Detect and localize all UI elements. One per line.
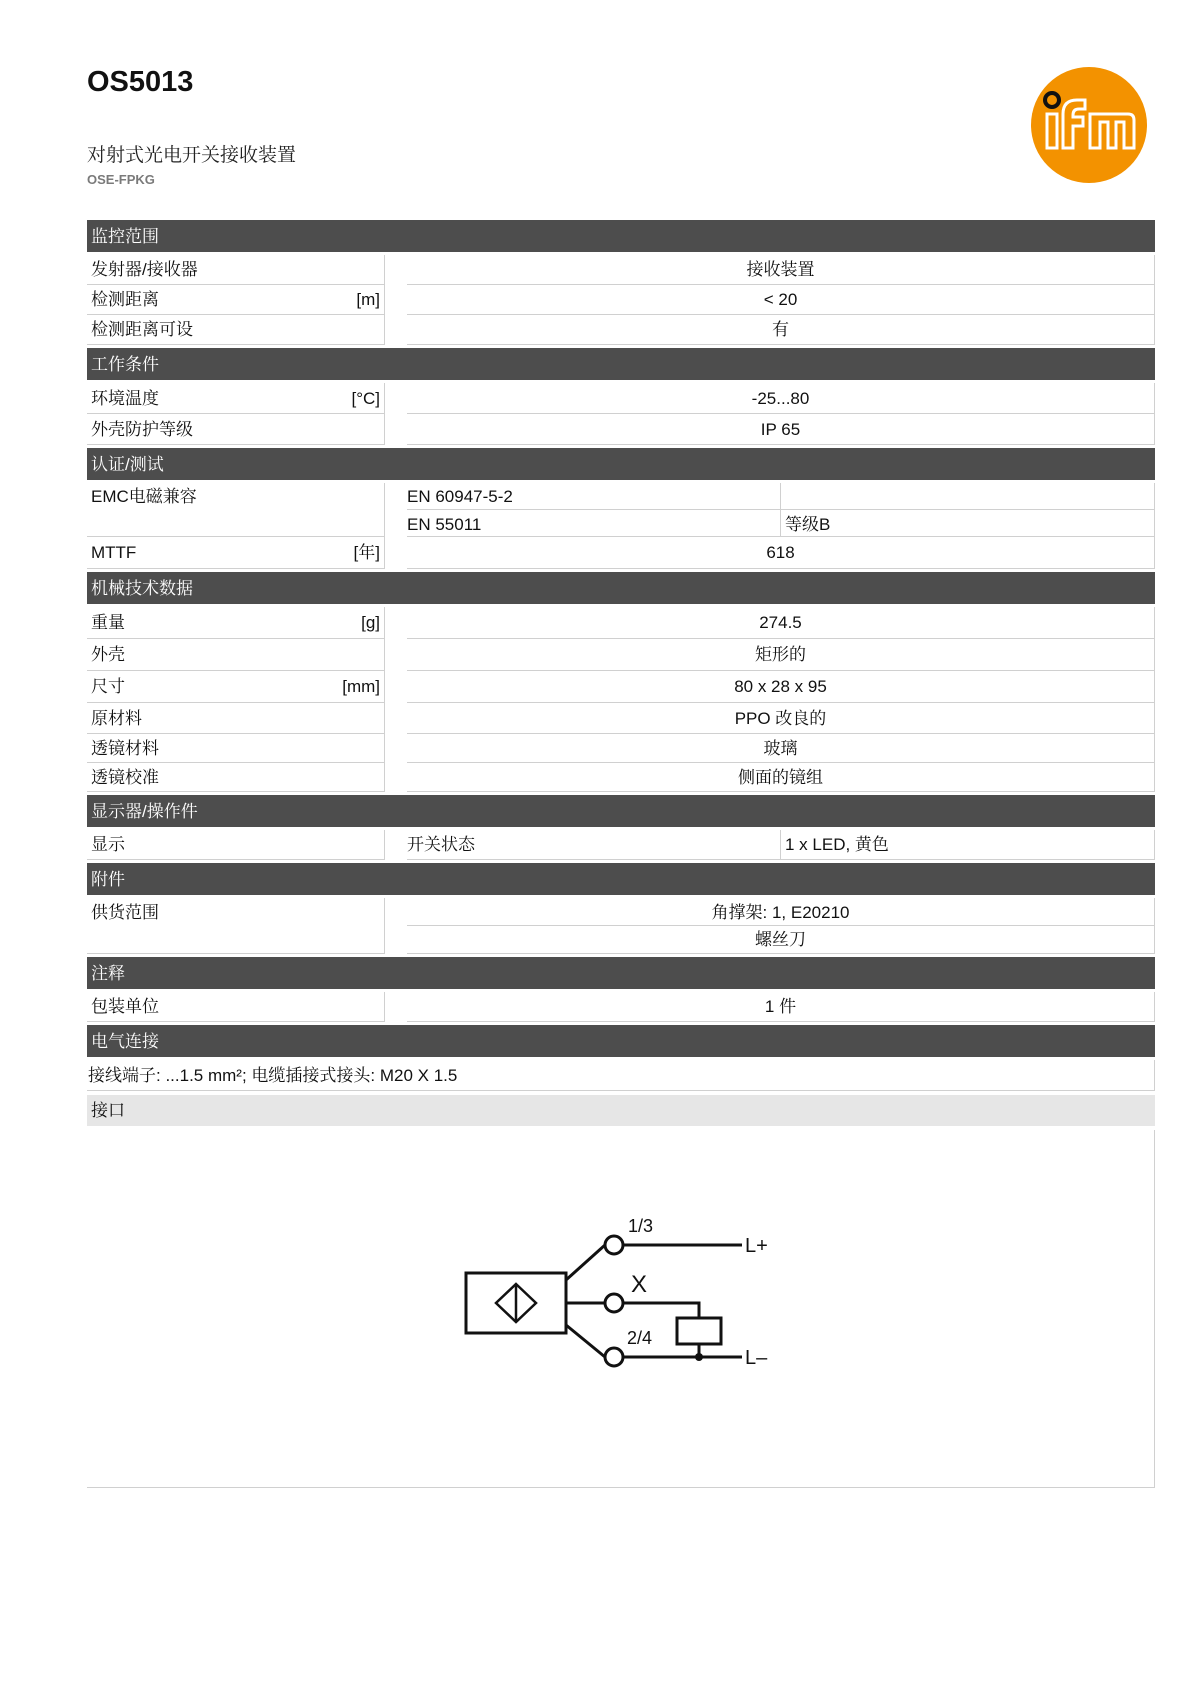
table-row-emc xyxy=(87,483,1155,537)
table-row xyxy=(87,898,1155,954)
row-value: < 20 xyxy=(407,285,1155,315)
row-unit: [°C] xyxy=(351,389,380,408)
row-label xyxy=(87,255,385,285)
row-label-text: 显示 xyxy=(91,835,125,854)
pin-label-mid: X xyxy=(631,1271,648,1298)
row-label xyxy=(87,898,385,954)
row-label-text: EMC电磁兼容 xyxy=(91,487,197,506)
row-label-text: 重量 xyxy=(91,613,125,632)
wire-bottom xyxy=(566,1325,605,1357)
row-value: 274.5 xyxy=(407,607,1155,639)
row-value: PPO 改良的 xyxy=(407,703,1155,734)
row-value: 螺丝刀 xyxy=(407,926,1155,954)
ifm-logo xyxy=(1030,66,1148,184)
row-label-text: 尺寸 xyxy=(91,677,125,696)
section-header-notes: 注释 xyxy=(87,957,1155,989)
table-row xyxy=(87,537,1155,569)
table-row xyxy=(87,607,1155,639)
row-label xyxy=(87,315,385,345)
wiring-diagram xyxy=(87,1130,1155,1488)
section-header-monitoring: 监控范围 xyxy=(87,220,1155,252)
row-value: 1 件 xyxy=(407,992,1155,1022)
row-label xyxy=(87,537,385,569)
row-value: 接收装置 xyxy=(407,255,1155,285)
table-row xyxy=(87,383,1155,414)
row-value: 80 x 28 x 95 xyxy=(407,671,1155,703)
row-label-text: 环境温度 xyxy=(91,389,159,408)
row-label xyxy=(87,671,385,703)
table-row xyxy=(87,703,1155,734)
row-label-text: 检测距离 xyxy=(91,290,159,309)
row-label xyxy=(87,607,385,639)
row-label-text: 透镜校准 xyxy=(91,768,159,787)
row-label xyxy=(87,483,385,537)
row-label-text: 外壳 xyxy=(91,645,125,664)
load-symbol xyxy=(677,1318,721,1344)
interface-subheader: 接口 xyxy=(87,1095,1155,1126)
table-row xyxy=(87,763,1155,792)
row-label xyxy=(87,414,385,445)
product-subtitle: 对射式光电开关接收装置 xyxy=(87,145,297,166)
table-row xyxy=(87,255,1155,285)
row-label xyxy=(87,285,385,315)
terminal-top xyxy=(605,1236,623,1254)
row-label-text: 检测距离可设 xyxy=(91,320,193,339)
row-unit: [m] xyxy=(356,290,380,309)
row-value: IP 65 xyxy=(407,414,1155,445)
pin-label-bottom: 2/4 xyxy=(627,1328,653,1348)
emc-class: 等级B xyxy=(781,510,1155,537)
table-row xyxy=(87,414,1155,445)
terminal-mid xyxy=(605,1294,623,1312)
row-value: 有 xyxy=(407,315,1155,345)
section-header-mechanical: 机械技术数据 xyxy=(87,572,1155,604)
row-value: 侧面的镜组 xyxy=(407,763,1155,792)
terminal-bottom xyxy=(605,1348,623,1366)
row-label xyxy=(87,763,385,792)
section-header-accessories: 附件 xyxy=(87,863,1155,895)
display-type: 开关状态 xyxy=(407,830,781,860)
emc-standard: EN 60947-5-2 xyxy=(407,483,781,510)
row-label-text: 透镜材料 xyxy=(91,739,159,758)
table-row xyxy=(87,285,1155,315)
row-label-text: 包装单位 xyxy=(91,997,159,1016)
row-label-text: 供货范围 xyxy=(91,903,159,922)
label-l-plus: L+ xyxy=(745,1235,768,1257)
table-row xyxy=(87,639,1155,671)
emc-standard: EN 55011 xyxy=(407,510,781,537)
table-row xyxy=(87,315,1155,345)
table-row xyxy=(87,830,1155,860)
row-unit: [年] xyxy=(353,543,380,562)
row-value: -25...80 xyxy=(407,383,1155,414)
table-row xyxy=(87,734,1155,763)
product-title: OS5013 xyxy=(87,66,194,98)
display-value: 1 x LED, 黄色 xyxy=(781,830,1155,860)
row-value: 矩形的 xyxy=(407,639,1155,671)
row-label-text: 外壳防护等级 xyxy=(91,420,193,439)
row-label xyxy=(87,830,385,860)
emc-class xyxy=(781,483,1155,510)
row-label xyxy=(87,734,385,763)
label-l-minus: L– xyxy=(745,1347,768,1369)
section-header-electrical: 电气连接 xyxy=(87,1025,1155,1057)
section-header-operating: 工作条件 xyxy=(87,348,1155,380)
row-unit: [g] xyxy=(361,613,380,632)
row-value: 玻璃 xyxy=(407,734,1155,763)
row-label-text: 发射器/接收器 xyxy=(91,260,198,279)
section-header-display: 显示器/操作件 xyxy=(87,795,1155,827)
product-code: OSE-FPKG xyxy=(87,172,155,187)
row-label xyxy=(87,383,385,414)
wire-top xyxy=(566,1245,605,1280)
row-label xyxy=(87,992,385,1022)
row-value: 角撑架: 1, E20210 xyxy=(407,898,1155,926)
datasheet-table xyxy=(87,220,1155,1488)
row-label-text: 原材料 xyxy=(91,709,142,728)
row-value: 618 xyxy=(407,537,1155,569)
row-label-text: MTTF xyxy=(91,543,137,562)
row-label xyxy=(87,703,385,734)
table-row xyxy=(87,992,1155,1022)
row-label xyxy=(87,639,385,671)
table-row xyxy=(87,671,1155,703)
row-unit: [mm] xyxy=(342,677,380,696)
pin-label-top: 1/3 xyxy=(628,1216,654,1236)
connection-row: 接线端子: ...1.5 mm²; 电缆插接式接头: M20 X 1.5 xyxy=(87,1060,1155,1091)
section-header-approvals: 认证/测试 xyxy=(87,448,1155,480)
